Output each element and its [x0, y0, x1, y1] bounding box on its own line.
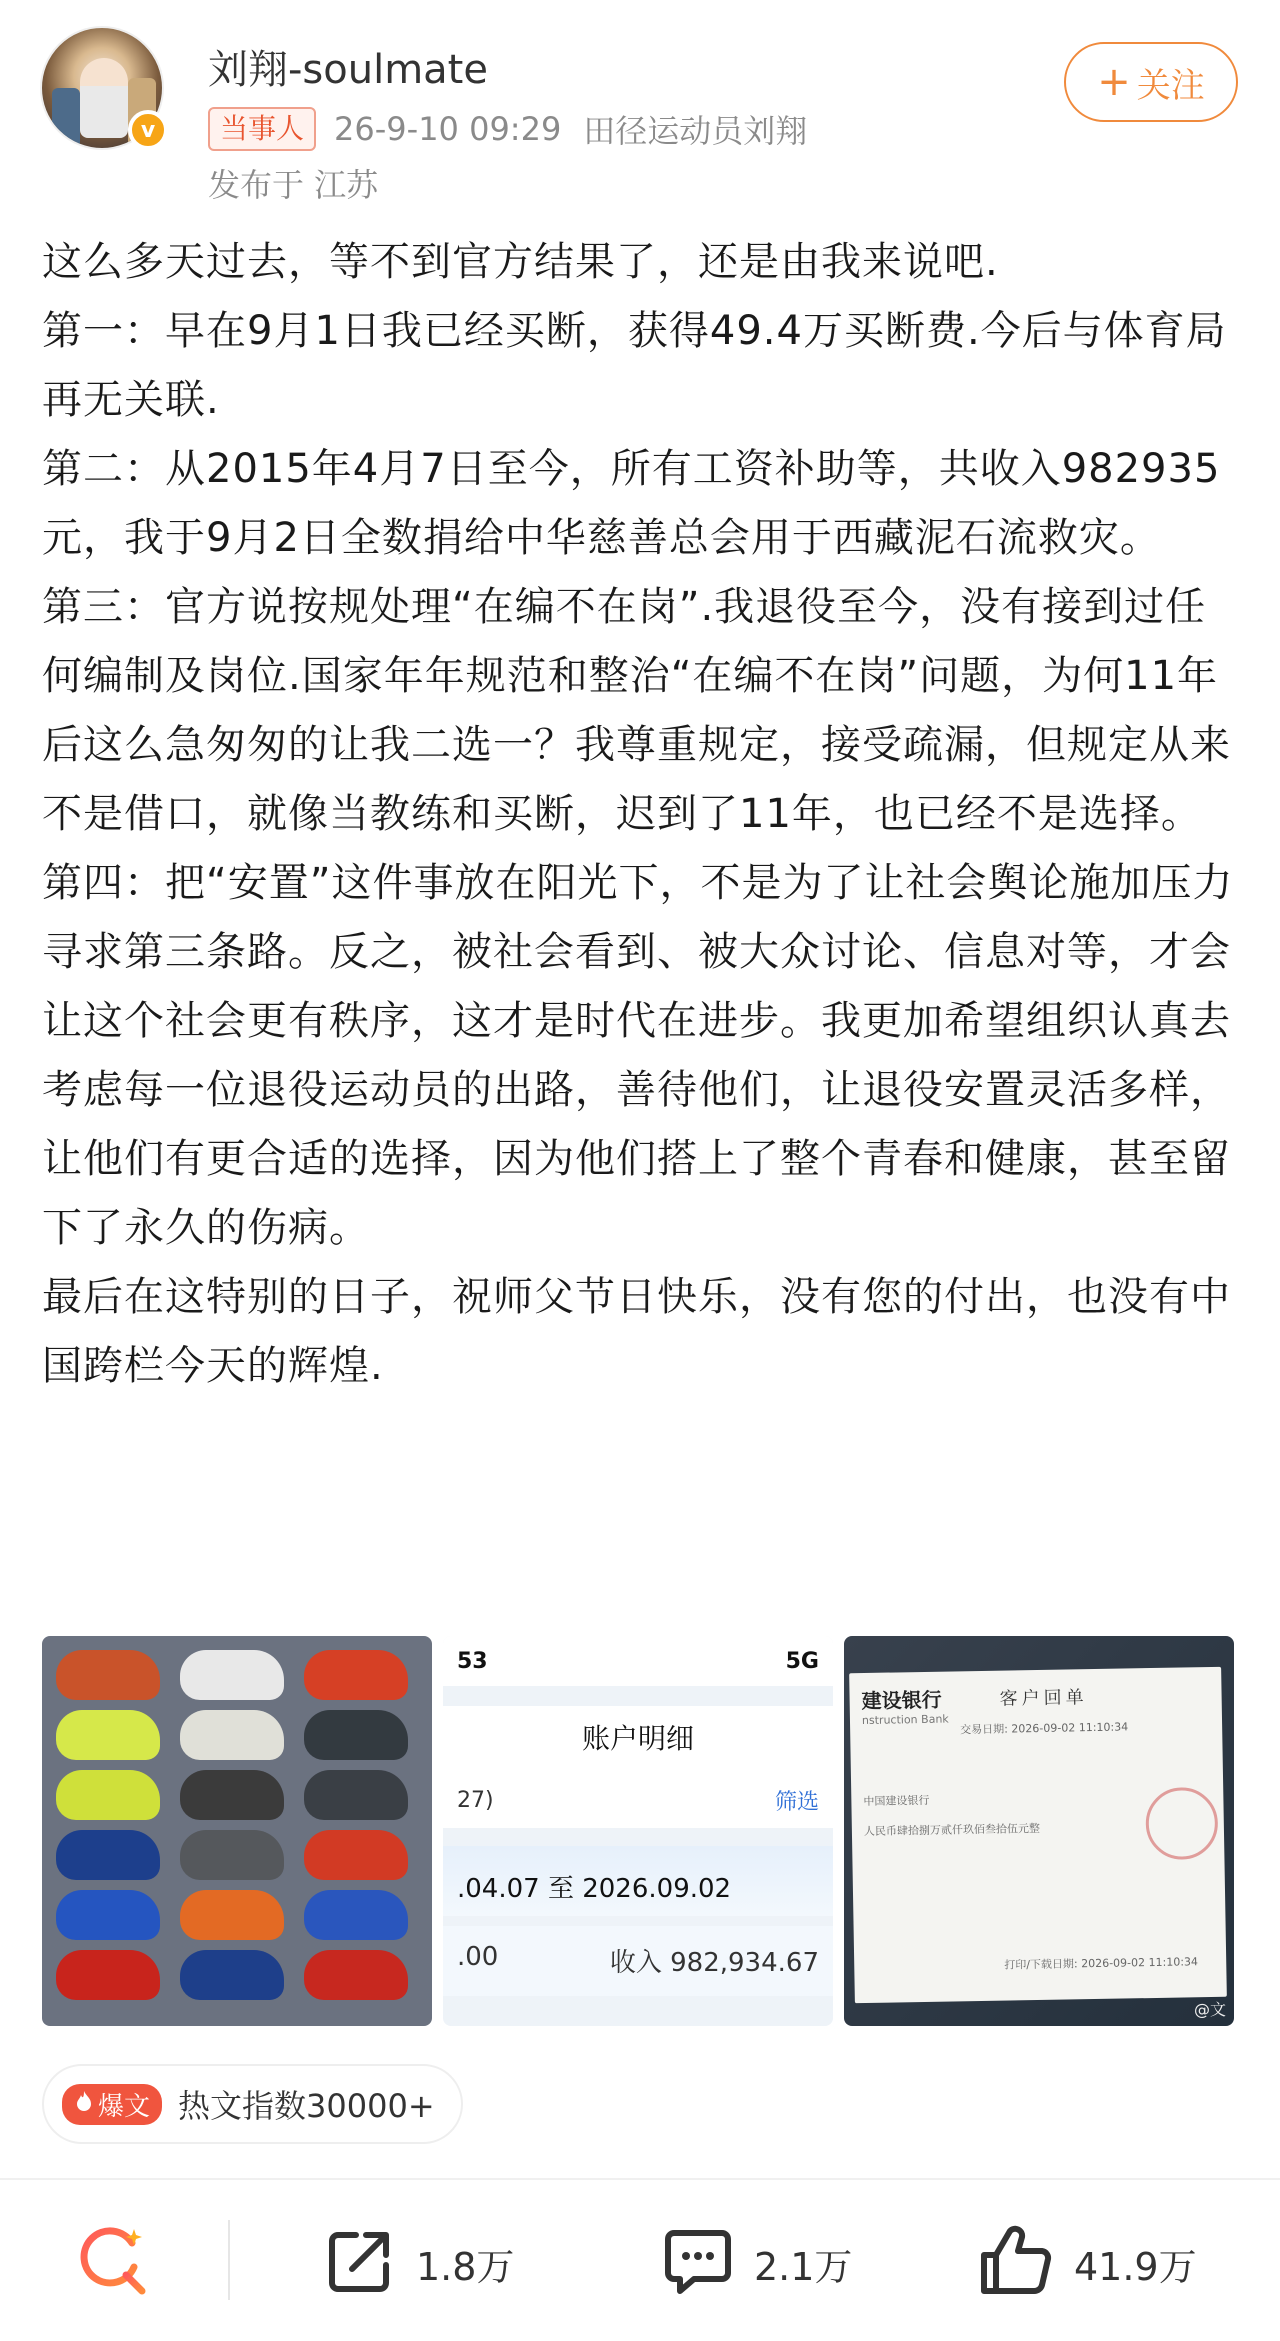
receipt-paper	[849, 1667, 1227, 2003]
image-shoes[interactable]	[42, 1636, 432, 2026]
hot-index-label: 热文指数30000+	[178, 2087, 435, 2125]
plus-icon: +	[1097, 59, 1131, 105]
watermark: @文	[1193, 2000, 1226, 2019]
hot-badge-icon	[62, 2084, 162, 2125]
avatar[interactable]	[40, 26, 168, 154]
stamp-icon	[1145, 1787, 1218, 1860]
follow-button[interactable]	[1064, 42, 1238, 122]
image-receipt[interactable]	[844, 1636, 1234, 2026]
follow-label: 关注	[1136, 65, 1205, 106]
post-paragraph: 最后在这特别的日子，祝师父节日快乐，没有您的付出，也没有中国跨栏今天的辉煌.	[42, 1274, 1231, 1389]
share-count: 1.8万	[416, 2244, 515, 2289]
verified-title: 田径运动员刘翔	[583, 112, 808, 150]
expense-amount: .00	[457, 1942, 499, 1972]
like-button[interactable]	[976, 2218, 1197, 2308]
comment-count: 2.1万	[754, 2244, 853, 2289]
phone-status-bar	[443, 1636, 833, 1686]
hot-badge-label: 爆文	[98, 2091, 151, 2122]
post-meta	[208, 106, 807, 152]
divider	[228, 2220, 230, 2300]
bank-page-title: 账户明细	[443, 1706, 833, 1772]
flame-icon	[74, 2089, 94, 2119]
receipt-bank-en: nstruction Bank	[861, 1712, 949, 1728]
date-range: .04.07 至 2026.09.02	[443, 1846, 833, 1916]
receipt-bank-name: 建设银行	[861, 1687, 942, 1714]
share-icon	[322, 2223, 398, 2303]
bank-filter-row	[443, 1772, 833, 1828]
status-time: 53	[457, 1648, 488, 1674]
verified-icon: v	[128, 110, 168, 150]
thumbs-up-icon	[976, 2221, 1056, 2305]
post-header	[0, 0, 1280, 210]
income-amount: 收入 982,934.67	[609, 1948, 819, 1978]
receipt-print-date: 打印/下载日期: 2026-09-02 11:10:34	[1004, 1955, 1199, 1972]
post-location: 发布于 江苏	[208, 166, 379, 204]
share-button[interactable]	[322, 2218, 514, 2308]
receipt-payee-bank: 中国建设银行	[863, 1793, 930, 1809]
post-paragraph: 第一：早在9月1日我已经买断，获得49.4万买断费.今后与体育局再无关联.	[42, 308, 1227, 423]
comment-button[interactable]	[660, 2218, 852, 2308]
post-paragraph: 第三：官方说按规处理“在编不在岗”.我退役至今，没有接到过任何编制及岗位.国家年年规范和整治“在编不在岗”问题，为何11年后这么急匆匆的让我二选一？我尊重规定，接受疏漏，但规定从来不是借口，就像当教练和买断，迟到了11年，也已经不是选择。	[42, 584, 1231, 837]
hot-index-badge[interactable]	[42, 2064, 463, 2144]
receipt-date: 交易日期: 2026-09-02 11:10:34	[960, 1720, 1129, 1737]
post-body	[42, 228, 1242, 1401]
account-selector: 27)	[457, 1787, 494, 1813]
image-bank-statement[interactable]	[443, 1636, 833, 2026]
username[interactable]: 刘翔-soulmate	[208, 47, 488, 93]
comment-icon	[660, 2223, 736, 2303]
post-paragraph: 这么多天过去，等不到官方结果了，还是由我来说吧.	[42, 239, 999, 285]
action-bar	[0, 2180, 1280, 2341]
image-grid	[42, 1636, 1236, 2026]
receipt-title: 客户回单	[999, 1687, 1088, 1710]
search-button[interactable]	[74, 2218, 154, 2308]
status-network: 5G	[785, 1648, 819, 1674]
post-paragraph: 第四：把“安置”这件事放在阳光下，不是为了让社会舆论施加压力寻求第三条路。反之，被社会看到、被大众讨论、信息对等，才会让这个社会更有秩序，这才是时代在进步。我更加希望组织认真去考虑每一位退役运动员的出路，善待他们，让退役安置灵活多样，让他们有更合适的选择，因为他们搭上了整个青春和健康，甚至留下了永久的伤病。	[42, 860, 1234, 1251]
party-badge: 当事人	[208, 107, 316, 151]
search-icon	[74, 2221, 154, 2305]
post-paragraph: 第二：从2015年4月7日至今，所有工资补助等，共收入982935元，我于9月2日全数捐给中华慈善总会用于西藏泥石流救灾。	[42, 446, 1221, 561]
receipt-amount: 人民币肆拾捌万贰仟玖佰叁拾伍元整	[863, 1821, 1040, 1839]
income-row	[443, 1926, 833, 1996]
like-count: 41.9万	[1074, 2244, 1197, 2289]
filter-label: 筛选	[774, 1789, 819, 1815]
post-time: 26-9-10 09:29	[334, 110, 562, 148]
